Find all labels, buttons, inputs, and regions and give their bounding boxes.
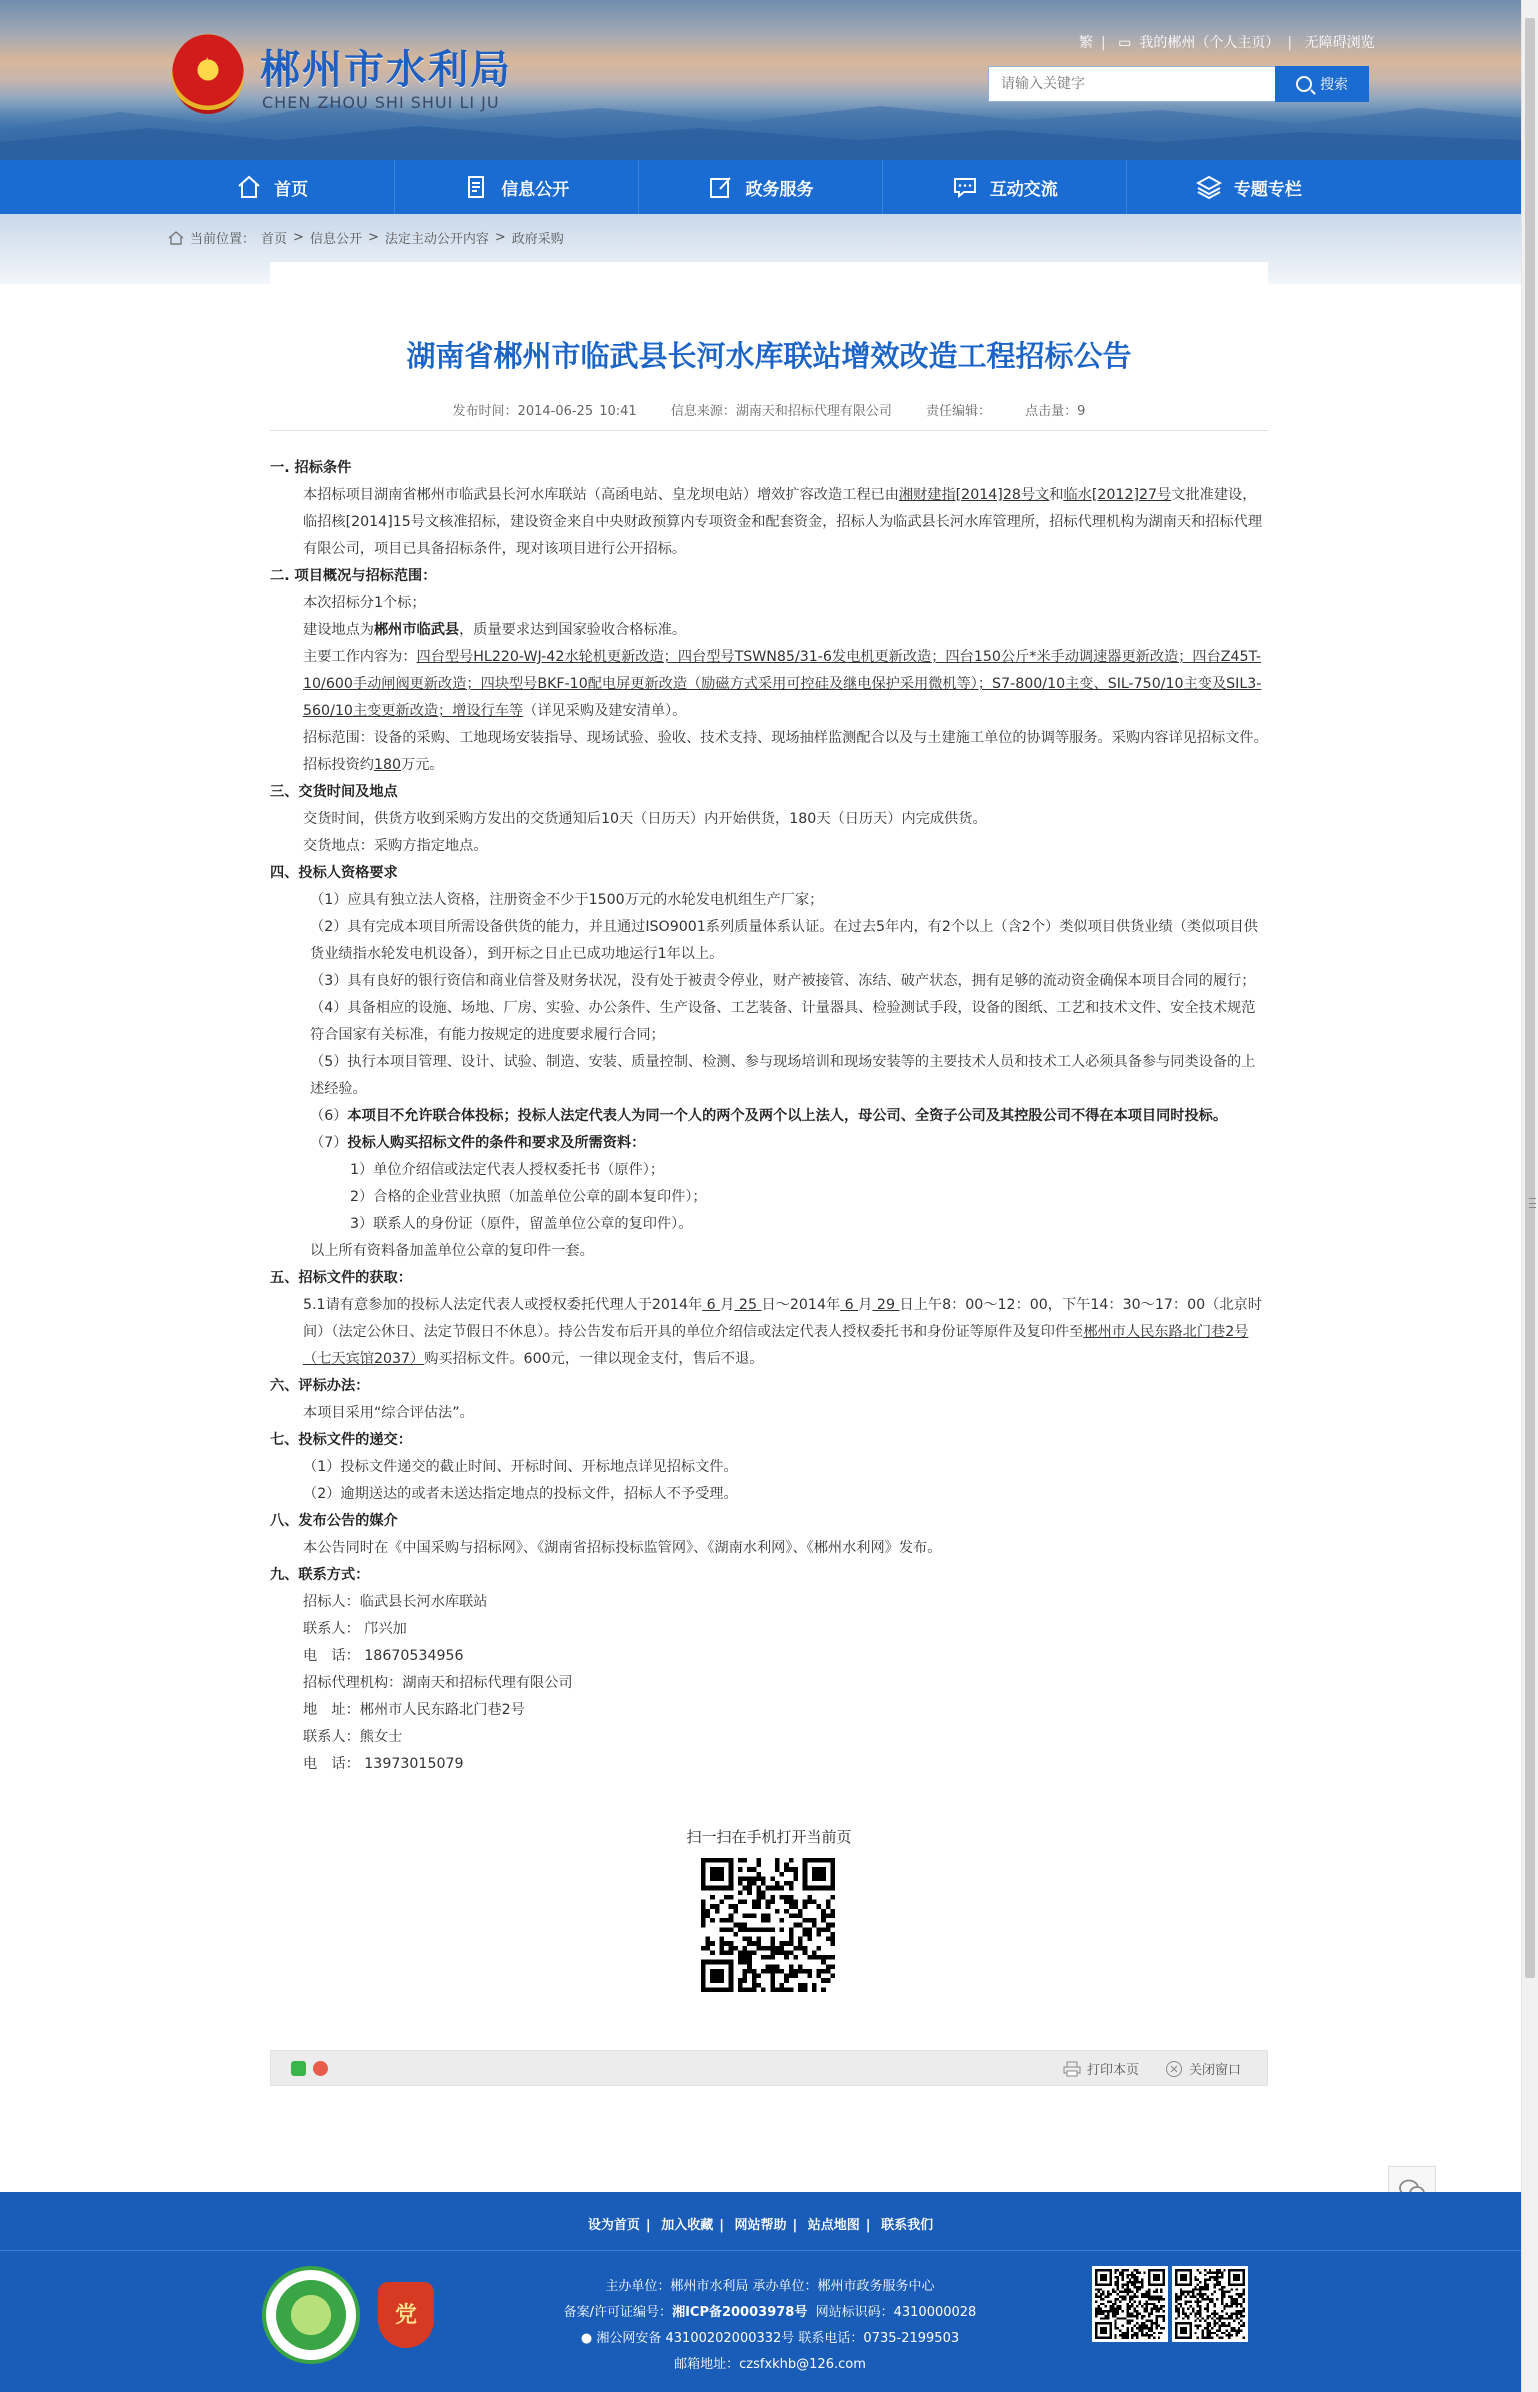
print-button[interactable] [1063,2059,1139,2078]
article-body [270,455,1268,1778]
list-item: （3）具有良好的银行资信和商业信誉及财务状况，没有处于被责令停业，财产被接管、冻结、破产状态，拥有足够的流动资金确保本项目合同的履行； [310,973,1256,989]
monitor-icon: ▭ [1118,35,1132,51]
nav-gov-service[interactable] [639,160,883,214]
section-heading: 二. 项目概况与招标范围： [270,568,437,584]
underlined-text: 25 [734,1297,762,1313]
paragraph [270,482,1268,563]
section-heading: 六、评标办法： [270,1378,370,1394]
footer-info [520,2274,1020,2378]
section-heading: 七、投标文件的递交： [270,1432,412,1448]
accessibility-link[interactable]: 无障碍浏览 [1304,35,1375,51]
text: 万元。 [401,757,444,773]
list-item: （2）逾期送达的或者未送达指定地点的投标文件，招标人不予受理。 [303,1486,738,1502]
site-header [0,0,1521,160]
nav-interaction[interactable] [883,160,1127,214]
footer-links: 设为首页 | 加入收藏 | 网站帮助 | 站点地图 | 联系我们 [587,2218,934,2233]
contact-line: 招标代理机构：湖南天和招标代理有限公司 [303,1675,573,1691]
nav-info-public-label: 信息公开 [501,179,570,200]
text: 5.1请有意参加的投标人法定代表人或授权委托代理人于2014年 [303,1297,703,1313]
list-item: 以上所有资料备加盖单位公章的复印件一套。 [310,1243,594,1259]
share-bar [270,2050,1268,2086]
underlined-text: 6 [840,1297,859,1313]
text: （7） [310,1135,348,1151]
underlined-text: 郴州市人民东路北门巷2号（七天宾馆2037） [303,1324,1249,1367]
home-icon [168,231,184,245]
footer-qr-code-1 [1092,2266,1168,2342]
section-heading: 九、联系方式： [270,1567,370,1583]
badge-text: 党 [394,2303,417,2328]
weibo-share-icon[interactable] [313,2061,328,2076]
underlined-text: 湘财建指[2014]28号文 [898,487,1050,503]
underlined-text: 四台型号HL220-WJ-42水轮机更新改造；四台型号TSWN85/31-6发电机更新改造；四台150公斤*米手动调速器更新改造；四台Z45T-10/600手动闸阀更新改造；四块型号BKF-10配电屏更新改造（励磁方式采用可控硅及继电保护采用微机等）；S7-800/10主变、SIL-750/10主变及SIL3-560/10主变更新改造；增设行车等 [303,649,1262,719]
list-item [270,1130,1268,1157]
view-count: 点击量：9 [1025,404,1086,419]
contact-line: 电 话： 18670534956 [303,1648,464,1664]
breadcrumb-prefix: 当前位置： [190,232,256,247]
text: 日上午8：00～12：00，下午14：30～17：00（北京时间）（法定公休日、法定节假日不休息）。持公告发布后开具的单位介绍信或法定代表人授权委托书和身份证等原件及复印件至 [303,1297,1262,1340]
police-badge-icon: ● [580,2331,593,2346]
text: ，质量要求达到国家验收合格标准。 [459,622,687,638]
text: 月 [858,1297,873,1313]
close-window-button[interactable] [1165,2059,1241,2078]
paragraph: 交货时间，供货方收到采购方发出的交货通知后10天（日历天）内开始供货，180天（日历天）内完成供货。 [303,811,987,827]
contact-line: 联系人： 邝兴加 [303,1621,407,1637]
page-qr-code [701,1858,835,1992]
text: 本招标项目湖南省郴州市临武县长河水库联站（高函电站、皇龙坝电站）增效扩容改造工程已由 [303,487,899,503]
text: 和 [1049,487,1064,503]
footer-icp [520,2300,1020,2326]
site-footer [0,2192,1521,2392]
list-item: （1）投标文件递交的截止时间、开标时间、开标地点详见招标文件。 [303,1459,738,1475]
nav-info-public[interactable] [395,160,639,214]
bold-text: 郴州市临武县 [373,622,460,638]
underlined-text: 6 [702,1297,721,1313]
close-label: 关闭窗口 [1189,2063,1242,2078]
search-button-label: 搜索 [1320,77,1348,93]
text: （详见采购及建安清单）。 [523,703,687,719]
nav-home[interactable] [151,160,395,214]
party-gov-badge-icon[interactable] [378,2282,434,2348]
footer-sponsor: 主办单位：郴州市水利局 承办单位：郴州市政务服务中心 [605,2279,935,2294]
print-label: 打印本页 [1087,2063,1140,2078]
breadcrumb-item-home[interactable]: 首页 [261,232,288,247]
footer-qr-code-2 [1172,2266,1248,2342]
vertical-scrollbar[interactable] [1521,0,1538,2392]
list-item [270,1103,1268,1130]
list-item: 2）合格的企业营业执照（加盖单位公章的副本复印件）； [350,1189,707,1205]
paragraph [270,617,1268,644]
section-heading: 三、交货时间及地点 [270,784,398,800]
section-heading: 四、投标人资格要求 [270,865,398,881]
list-item: （4）具备相应的设施、场地、厂房、实验、办公条件、生产设备、工艺装备、计量器具、检验测试手段，设备的图纸、工艺和技术文件、安全技术规范符合国家有关标准，有能力按规定的进度要求履行合同； [310,1000,1256,1043]
breadcrumb [168,228,564,247]
text: 文批准建设，临招核[2014]15号文核准招标，建设资金来自中央财政预算内专项资金和配套资金，招标人为临武县长河水库管理所，招标代理机构为湖南天和招标代理有限公司，项目已具备招标条件，现对该项目进行公开招标。 [303,487,1263,557]
paragraph: 本公告同时在《中国采购与招标网》、《湖南省招标投标监管网》、《湖南水利网》、《郴州水利网》发布。 [303,1540,942,1556]
contact-line: 联系人：熊女士 [303,1729,403,1745]
text: 招标范围：设备的采购、工地现场安装指导、现场试验、验收、技术支持、现场抽样监测配合以及与土建施工单位的协调等服务。采购内容详见招标文件。招标投资约 [303,730,1268,773]
footer-police [520,2326,1020,2352]
search-box [988,66,1368,102]
printer-icon [1063,2061,1081,2077]
document-icon [463,174,489,200]
site-title: 郴州市水利局 [260,46,512,93]
layers-icon [1196,174,1222,200]
breadcrumb-separator: > [494,230,506,245]
site-id: 网站标识码：4310000028 [815,2305,977,2320]
text: （6） [310,1108,348,1124]
contact-line: 招标人：临武县长河水库联站 [303,1594,488,1610]
footer-link-sitemap[interactable]: 站点地图 [807,2218,860,2233]
info-source: 信息来源：湖南天和招标代理有限公司 [670,404,892,419]
breadcrumb-item-info-public[interactable]: 信息公开 [309,232,362,247]
bold-text: 本项目不允许联合体投标；投标人法定代表人为同一个人的两个及两个以上法人，母公司、全资子公司及其控股公司不得在本项目同时投标。 [347,1108,1228,1124]
underlined-text: 180 [373,757,402,773]
home-icon [236,174,262,200]
main-nav [0,160,1521,214]
breadcrumb-separator: > [293,230,304,245]
qr-label: 扫一扫在手机打开当前页 [686,1828,852,1846]
text: 日～2014年 [761,1297,841,1313]
footer-link-favorite[interactable]: 加入收藏 [661,2218,714,2233]
list-item: （1）应具有独立法人资格，注册资金不少于1500万元的水轮发电机组生产厂家； [310,892,824,908]
chat-icon [952,174,978,200]
traditional-chinese-link[interactable]: 繁 [1079,35,1093,51]
text: 购买招标文件。600元，一律以现金支付，售后不退。 [424,1351,764,1367]
paragraph [270,1292,1268,1373]
site-pinyin: CHEN ZHOU SHI SHUI LI JU [262,93,500,112]
footer-email: 邮箱地址：czsfxkhb@126.com [674,2357,866,2372]
list-item: 1）单位介绍信或法定代表人授权委托书（原件）； [350,1162,665,1178]
nav-special-topics-label: 专题专栏 [1233,179,1302,200]
paragraph [270,725,1268,779]
police-record[interactable]: 湘公网安备 43100202000332号 联系电话：0735-2199503 [596,2331,960,2346]
list-item: （2）具有完成本项目所需设备供货的能力，并且通过ISO9001系列质量体系认证。在过去5年内，有2个以上（含2个）类似项目供货业绩（类似项目供货业绩指水轮发电机设备），到开标之日止已成功地运行1年以上。 [310,919,1258,962]
national-emblem-icon: ★ [172,34,244,114]
list-item: （5）执行本项目管理、设计、试验、制造、安装、质量控制、检测、参与现场培训和现场安装等的主要技术人员和技术工人必须具备参与同类设备的上述经验。 [310,1054,1256,1097]
icp-number[interactable]: 湘ICP备20003978号 [672,2305,808,2320]
paragraph [270,644,1268,725]
footer-divider [0,2250,1521,2251]
section-heading: 一. 招标条件 [270,460,352,476]
footer-link-contact[interactable]: 联系我们 [881,2218,934,2233]
paragraph: 本项目采用“综合评估法”。 [303,1405,474,1421]
text: 主要工作内容为： [303,649,417,665]
footer-link-set-home[interactable]: 设为首页 [587,2218,640,2233]
underlined-text: 29 [872,1297,900,1313]
article-title: 湖南省郴州市临武县长河水库联站增效改造工程招标公告 [406,339,1132,373]
top-links: 繁 | ▭ 我的郴州（个人主页） | 无障碍浏览 [1079,35,1375,51]
nav-home-label: 首页 [274,179,309,200]
search-icon [1296,76,1312,92]
footer-link-help[interactable]: 网站帮助 [734,2218,787,2233]
underlined-text: 临水[2012]27号 [1063,487,1172,503]
nav-special-topics[interactable] [1127,160,1370,214]
personal-homepage-link[interactable]: 我的郴州（个人主页） [1139,35,1280,51]
list-item: 3）联系人的身份证（原件，留盖单位公章的复印件）。 [350,1216,693,1232]
scrollbar-thumb[interactable] [1525,18,1535,1978]
paragraph: 交货地点：采购方指定地点。 [303,838,488,854]
text: 月 [720,1297,735,1313]
contact-line: 地 址：郴州市人民东路北门巷2号 [303,1702,525,1718]
wechat-share-icon[interactable] [291,2061,306,2076]
breadcrumb-separator: > [367,230,379,245]
meta-divider [270,430,1268,431]
article-meta [270,400,1268,419]
icp-label: 备案/许可证编号： [563,2305,673,2320]
paragraph: 本次招标分1个标； [303,595,426,611]
editor: 责任编辑： [926,404,992,419]
publish-time: 发布时间：2014-06-25 10:41 [452,404,637,419]
bold-text: 投标人购买招标文件的条件和要求及所需资料： [347,1135,646,1151]
breadcrumb-item-statutory[interactable]: 法定主动公开内容 [384,232,489,247]
edit-icon [708,174,734,200]
search-button[interactable] [1275,66,1369,102]
contact-line: 电 话： 13973015079 [303,1756,464,1772]
text: 建设地点为 [303,622,374,638]
search-input[interactable] [989,67,1275,101]
section-heading: 八、发布公告的媒介 [270,1513,398,1529]
close-icon [1165,2060,1183,2078]
nav-interaction-label: 互动交流 [989,179,1058,200]
section-heading: 五、招标文件的获取： [270,1270,412,1286]
civilization-badge-icon[interactable] [262,2266,360,2364]
nav-gov-service-label: 政务服务 [745,179,814,200]
breadcrumb-item-procurement[interactable]: 政府采购 [511,232,564,247]
